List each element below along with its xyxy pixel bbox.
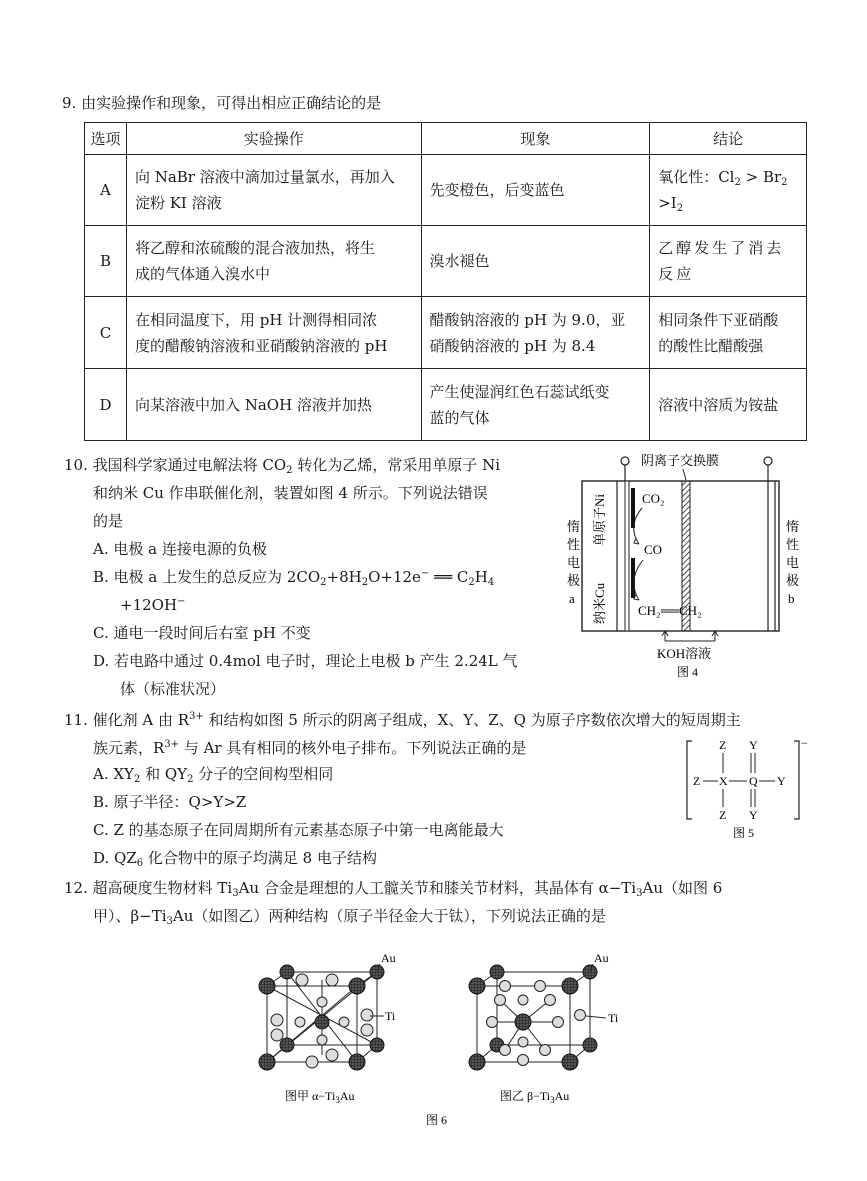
cu-label: 纳米Cu [592,582,607,624]
ni-label: 单原子Ni [592,493,607,546]
q10-stem: 10. 我国科学家通过电解法将 $CO_2$ 转化为乙烯，常采用单原子 Ni 和纳米 Cu 作串联催化剂，装置如图 4 所示。下列说法错误 的是 [64,456,501,530]
conclusion-cell: 乙醇发生了消去 反应 [650,226,807,297]
q10-options: A. 电极 a 连接电源的负极 B. 电极 a 上发生的总反应为 $2CO_2+8H_2O+12e^-$ ══ $C_2H_4$ +12OH− C. 通电一段时间后右室 pH 不变 D. 若电路中通过 0.4mol 电子时，理论上电极 b 产生 2.24L 气 体（标准状况） [93,535,573,703]
q12-stem: 12. 超高硬度生物材料 $Ti_3Au$ 合金是理想的人工髋关节和膝关节材料，其晶体有 $\alpha-Ti_3Au$（如图 6 甲）、$\beta-Ti_3Au$（如图乙）两种结构（原子半径金大于钛），下列说法正确的是 [64,879,723,927]
alpha-caption: 图甲 $\alpha-Ti_3Au$ [285,1089,355,1105]
svg-text:性: 性 [786,537,800,552]
atom-q: Q [749,774,758,788]
svg-text:性: 性 [567,537,581,552]
option-label: B [85,226,127,297]
beta-au-label: Au [594,951,609,965]
terminal-b [764,457,772,465]
atom-z-left: Z [693,774,701,788]
right-electrode-label [786,519,799,606]
q11-option-c: C. Z 的基态原子在同周期所有元素基态原子中第一电离能最大 [93,821,504,839]
svg-text:电: 电 [786,555,800,570]
header-option: 选项 [85,123,127,155]
q9-table [84,122,807,441]
operation-cell: 向某溶液中加入 NaOH 溶液并加热 [126,369,421,441]
left-bracket [687,741,692,819]
header-conclusion: 结论 [650,123,807,155]
option-label: A [85,155,127,226]
phenomenon-cell: 先变橙色，后变蓝色 [421,155,650,226]
svg-text:a: a [569,591,575,606]
q10-option-c: C. 通电一段时间后右室 pH 不变 [93,624,311,642]
phenomenon-cell: 醋酸钠溶液的 pH 为 9.0，亚 硝酸钠溶液的 pH 为 8.4 [421,297,650,369]
atom-y-bottom: Y [749,808,758,822]
operation-cell: 在相同温度下，用 pH 计测得相同浓 度的醋酸钠溶液和亚硝酸钠溶液的 pH [126,297,421,369]
q10-option-a: A. 电极 a 连接电源的负极 [93,540,267,558]
figure-5-caption: 图 5 [733,826,755,840]
conclusion-cell: 氧化性：$Cl_2 > Br_2$ $>I_2$ [650,155,807,226]
arrow-co-to-c2h4 [634,560,643,600]
atom-y-top: Y [749,738,758,752]
right-bracket [794,741,799,819]
electrode-a [625,481,629,631]
q11-option-d: D. $QZ_6$ 化合物中的原子均满足 8 电子结构 [93,849,377,869]
q11-stem: 11. 催化剂 A 由 $R^{3+}$ 和结构如图 5 所示的阴离子组成，X、Y、Z、Q 为原子序数依次增大的短周期主 族元素，$R^{3+}$ 与 Ar 具有相同的核外电子排布。下列说法正确的是 [64,711,741,757]
figure-5-anion-structure [683,737,813,842]
table-row [85,369,807,441]
co2-label: CO₂ [642,491,665,506]
table-row [85,297,807,369]
svg-text:b: b [788,591,795,606]
beta-ti-label: Ti [608,1011,619,1025]
figure-6-crystal-structures [240,930,660,1130]
phenomenon-cell: 溴水褪色 [421,226,650,297]
atom-z-bottom: Z [719,808,727,822]
atom-z-top: Z [719,738,727,752]
header-phenomenon: 现象 [421,123,650,155]
table-row [85,226,807,297]
atom-y-right: Y [777,774,786,788]
atom-x: X [719,774,728,788]
header-operation: 实验操作 [126,123,421,155]
operation-cell: 向 NaBr 溶液中滴加过量氯水，再加入 淀粉 KI 溶液 [126,155,421,226]
q11-option-a: A. $XY_2$ 和 $QY_2$ 分子的空间构型相同 [93,765,334,785]
q10-option-b: B. 电极 a 上发生的总反应为 $2CO_2+8H_2O+12e^-$ ══ $C_2H_4$ [93,568,495,588]
q11-option-b: B. 原子半径：Q>Y>Z [93,793,247,811]
anion-charge: − [801,737,808,750]
table-header-row [85,123,807,155]
svg-text:惰: 惰 [567,519,581,534]
q11-options [93,760,653,872]
operation-cell: 将乙醇和浓硫酸的混合液加热，将生 成的气体通入溴水中 [126,226,421,297]
conclusion-cell: 相同条件下亚硝酸 的酸性比醋酸强 [650,297,807,369]
phenomenon-cell: 产生使湿润红色石蕊试纸变 蓝的气体 [421,369,650,441]
figure-4-caption: 图 4 [677,665,699,679]
membrane-label: 阴离子交换膜 [641,453,720,468]
q10-option-d: D. 若电路中通过 0.4mol 电子时，理论上电极 b 产生 2.24L 气 [93,652,518,670]
figure-4-electrolysis-cell [555,448,810,688]
alpha-ti-label: Ti [385,1009,396,1023]
option-label: D [85,369,127,441]
koh-label: KOH溶液 [657,646,712,661]
svg-text:极: 极 [567,573,581,588]
figure-6-caption: 图 6 [426,1113,448,1127]
left-electrode-label [567,519,580,606]
q9-stem: 9. 由实验操作和现象，可得出相应正确结论的是 [62,94,382,112]
c2h4-label: CH₂══CH₂ [638,603,702,618]
alpha-au-label: Au [381,951,396,965]
svg-text:惰: 惰 [786,519,800,534]
conclusion-cell: 溶液中溶质为铵盐 [650,369,807,441]
terminal-a [621,457,629,465]
table-row [85,155,807,226]
svg-text:电: 电 [567,555,581,570]
beta-caption: 图乙 $\beta-Ti_3Au$ [500,1089,570,1105]
svg-text:极: 极 [786,573,800,588]
option-label: C [85,297,127,369]
co-label: CO [644,542,663,557]
